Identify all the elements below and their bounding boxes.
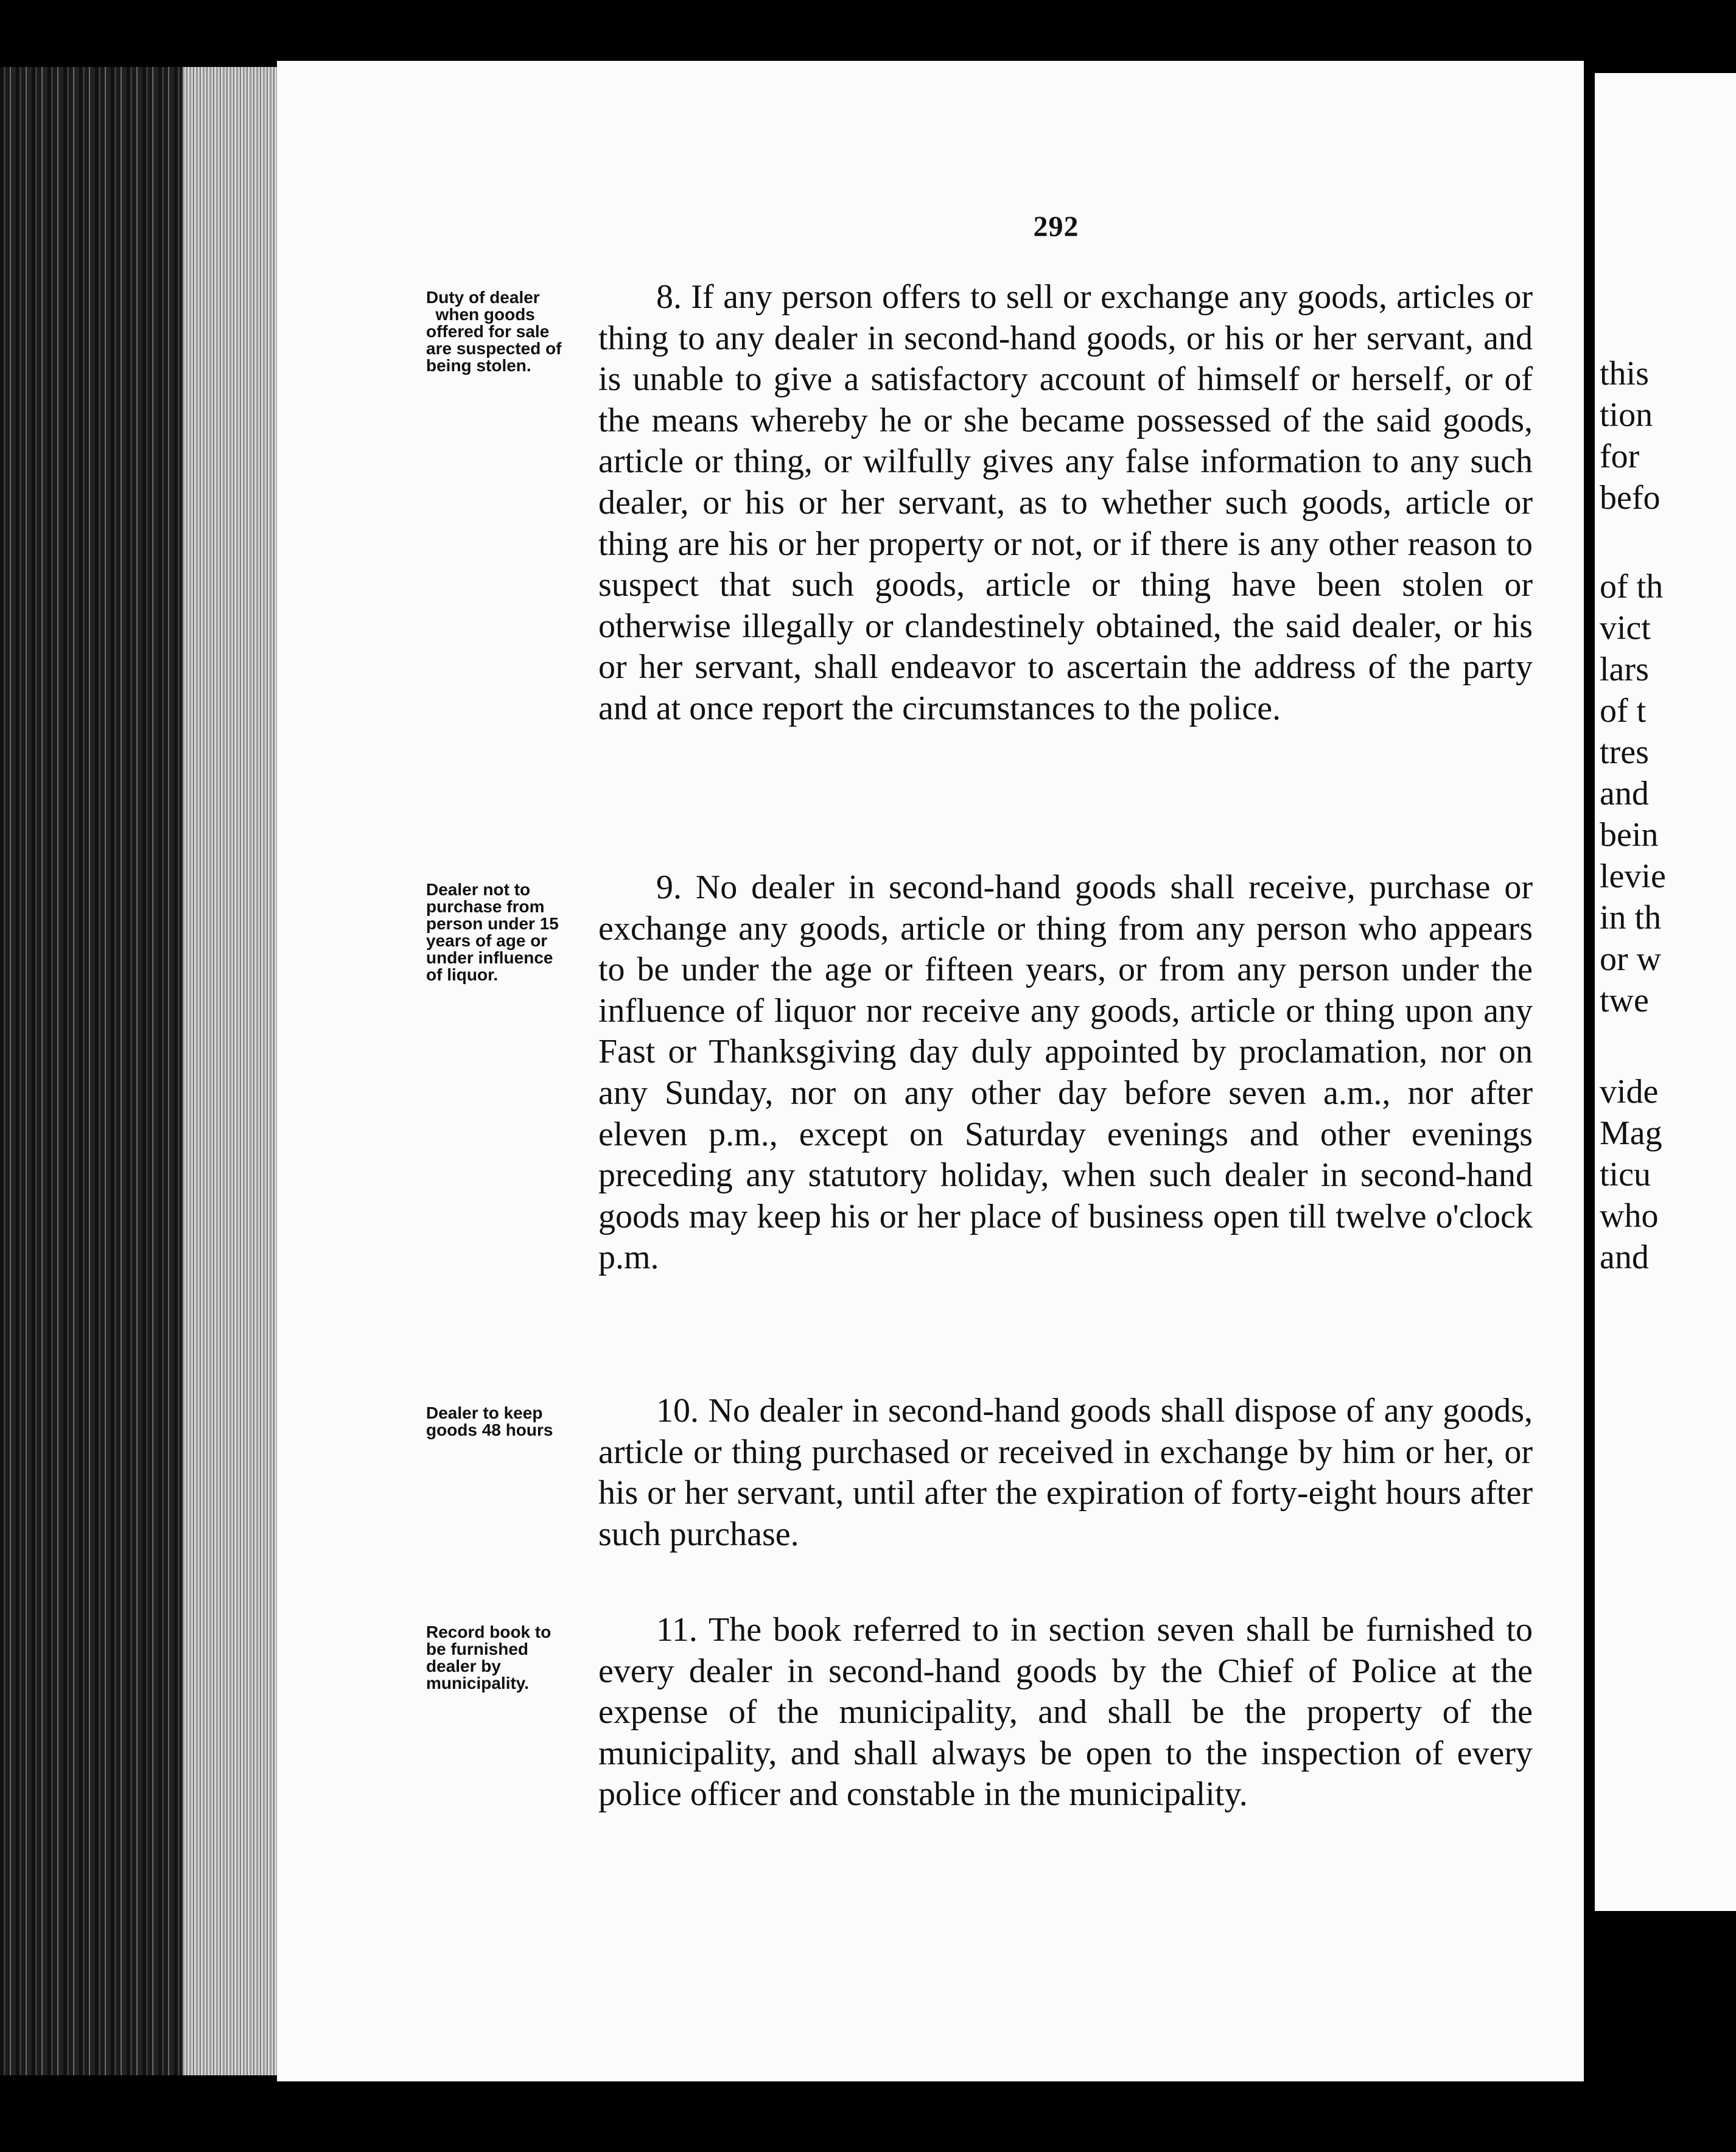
margin-note-section-11: Record book to be furnished dealer by municipality.	[426, 1623, 551, 1693]
section-11-text: 11. The book referred to in section seven shall be furnished to every dealer in second-hand goods by the Chief of Police at the expense of the municipality, and shall be the property of the municipality, and shall always be open to the inspection of every police officer and constable in the municipality.	[598, 1611, 1533, 1814]
margin-note-section-10: Dealer to keep goods 48 hours	[426, 1403, 553, 1439]
margin-note-section-8: Duty of dealer when goods offered for sale are suspected of being stolen.	[426, 288, 562, 375]
facing-line: bein	[1600, 816, 1659, 854]
page-number: 292	[1033, 211, 1079, 243]
section-10-text: 10. No dealer in second-hand goods shall dispose of any goods, article or thing purchased or received in exchange by him or her, or his or her servant, until after the expiration of forty-eight hours after such purchase.	[598, 1392, 1533, 1553]
facing-page-fragment	[1595, 73, 1736, 1911]
facing-line: who	[1600, 1197, 1659, 1235]
book-page-edges-highlight	[183, 67, 280, 2075]
section-9-text: 9. No dealer in second-hand goods shall receive, purchase or exchange any goods, article or thing from any person who appears to be under the age or fifteen years, or from any person under the influence of liquor nor receive any goods, article or thing upon any Fast or Thanksgiving day duly appointed by proclamation, nor on any Sunday, nor on any other day before seven a.m., nor after eleven p.m., except on Saturday evenings and other evenings preceding any statutory holiday, when such dealer in second-hand goods may keep his or her place of business open till twelve o'clock p.m.	[598, 868, 1533, 1277]
facing-line: and	[1600, 1238, 1649, 1276]
facing-line: and	[1600, 775, 1649, 812]
facing-line: lars	[1600, 651, 1649, 688]
facing-line: vict	[1600, 609, 1651, 647]
facing-line: vide	[1600, 1073, 1659, 1111]
margin-note-section-9: Dealer not to purchase from person under 15 years of age or under influence of liquor.	[426, 880, 559, 984]
facing-line: Mag	[1600, 1114, 1662, 1152]
facing-line: or w	[1600, 940, 1662, 978]
facing-line: in th	[1600, 899, 1662, 937]
facing-line: twe	[1600, 982, 1649, 1019]
facing-line: of t	[1600, 692, 1647, 730]
facing-line: tres	[1600, 733, 1649, 771]
facing-line: of th	[1600, 568, 1664, 606]
facing-line: levie	[1600, 858, 1666, 895]
facing-line: this	[1600, 355, 1649, 393]
left-page	[277, 61, 1584, 2081]
facing-line: befo	[1600, 479, 1661, 517]
facing-line: tion	[1600, 396, 1653, 434]
facing-line: ticu	[1600, 1156, 1651, 1193]
facing-line: for	[1600, 438, 1640, 475]
section-8-text: 8. If any person offers to sell or exchange any goods, articles or thing to any dealer in second-hand goods, or his or her servant, and is unable to give a satisfactory account of himself or herself, or of the means whereby he or she became possessed of the said goods, article or thing, or wilfully gives any false information to any such dealer, or his or her servant, as to whether such goods, article or thing are his or her property or not, or if there is any other reason to suspect that such goods, article or thing have been stolen or otherwise illegally or clandestinely obtained, the said dealer, or his or her servant, shall endeavor to ascertain the address of the party and at once report the circumstances to the police.	[598, 278, 1533, 727]
